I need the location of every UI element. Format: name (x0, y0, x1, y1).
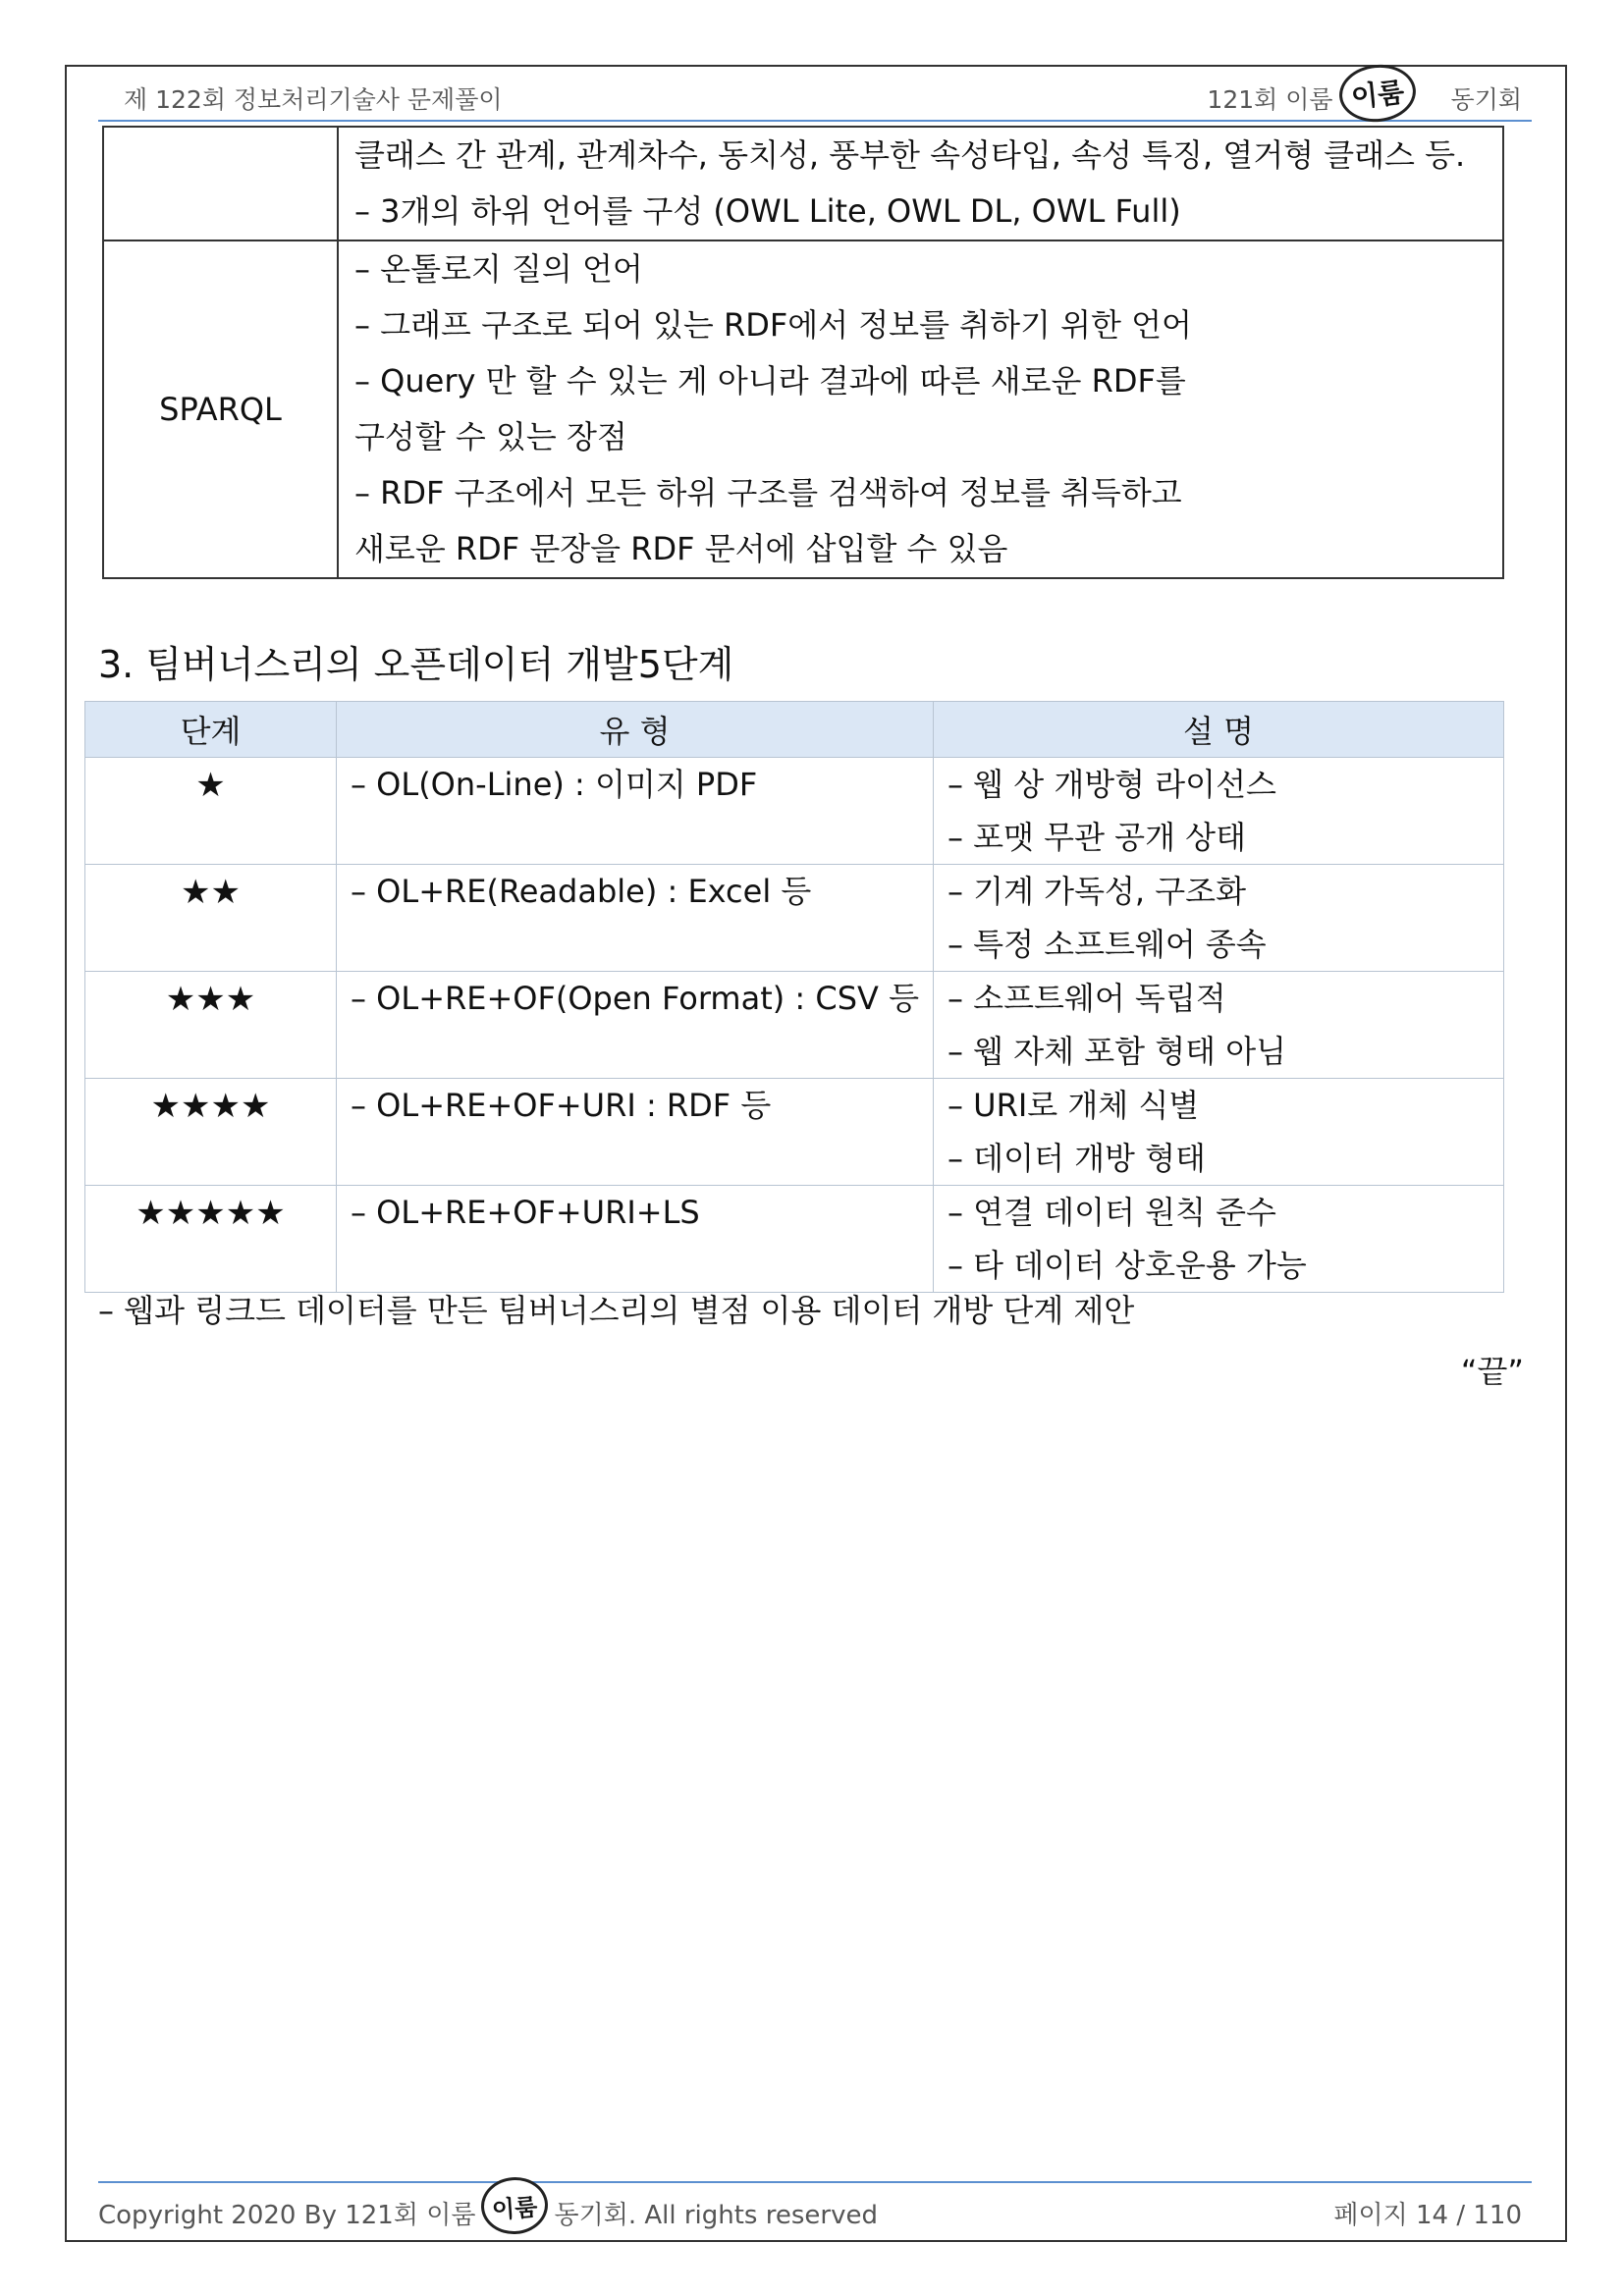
desc-line: – 연결 데이터 원칙 준수 (947, 1194, 1276, 1231)
type-cell (337, 1186, 934, 1293)
desc-line: – URI로 개체 식별 (947, 1087, 1200, 1124)
seal-logo: 이룸 (1336, 61, 1419, 126)
table-row (103, 127, 1503, 240)
table-row (85, 972, 1504, 1079)
page-header (98, 77, 1532, 122)
copyright-prefix: Copyright 2020 By 121회 이룸 (98, 2201, 476, 2230)
desc-line: 클래스 간 관계, 관계차수, 동치성, 풍부한 속성타입, 속성 특징, 열거형 클래스 등. (354, 136, 1466, 174)
rdf-language-table (102, 126, 1504, 579)
desc-line: – RDF 구조에서 모든 하위 구조를 검색하여 정보를 취득하고 (354, 474, 1182, 511)
column-header: 유 형 (337, 702, 934, 758)
desc-line: – 포맷 무관 공개 상태 (947, 819, 1246, 856)
seal-logo: 이룸 (479, 2175, 550, 2237)
open-data-stage-table (84, 701, 1504, 1293)
desc-line: – 그래프 구조로 되어 있는 RDF에서 정보를 취하기 위한 언어 (354, 306, 1192, 344)
type-text: – OL+RE+OF+URI+LS (351, 1194, 700, 1231)
type-text: – OL+RE(Readable) : Excel 등 (351, 873, 812, 910)
stage-stars: ★★★ (85, 972, 337, 1079)
stage-stars: ★★ (85, 865, 337, 972)
footnote-text: – 웹과 링크드 데이터를 만든 팀버너스리의 별점 이용 데이터 개방 단계 제안 (98, 1292, 1135, 1329)
desc-line: – 타 데이터 상호운용 가능 (947, 1247, 1307, 1284)
table-row (85, 1079, 1504, 1186)
desc-line: 구성할 수 있는 장점 (354, 418, 627, 455)
table-header-row (85, 702, 1504, 758)
table-row (85, 758, 1504, 865)
type-cell (337, 865, 934, 972)
page-number: 페이지 14 / 110 (1333, 2201, 1522, 2230)
column-header: 설 명 (934, 702, 1504, 758)
table-cell-desc (338, 240, 1503, 578)
desc-line: – Query 만 할 수 있는 게 아니라 결과에 따른 새로운 RDF를 (354, 362, 1186, 400)
desc-line: – 소프트웨어 독립적 (947, 980, 1226, 1017)
desc-line: – 데이터 개방 형태 (947, 1140, 1206, 1177)
table-cell-key (103, 127, 338, 240)
copyright-suffix: 동기회. All rights reserved (554, 2201, 878, 2230)
desc-line: – 기계 가독성, 구조화 (947, 873, 1246, 910)
stage-stars: ★★★★ (85, 1079, 337, 1186)
stage-stars: ★ (85, 758, 337, 865)
desc-line: – 웹 상 개방형 라이선스 (947, 766, 1276, 803)
header-group-suffix: 동기회 (1450, 85, 1522, 114)
desc-cell (934, 865, 1504, 972)
table-row (85, 865, 1504, 972)
table-cell-desc (338, 127, 1503, 240)
column-header: 단계 (85, 702, 337, 758)
desc-cell (934, 1186, 1504, 1293)
desc-line: – 특정 소프트웨어 종속 (947, 926, 1267, 963)
desc-line: – 온톨로지 질의 언어 (354, 250, 643, 288)
desc-line: – 3개의 하위 언어를 구성 (OWL Lite, OWL DL, OWL Full) (354, 192, 1181, 230)
table-cell-key: SPARQL (103, 240, 338, 578)
desc-line: 새로운 RDF 문장을 RDF 문서에 삽입할 수 있음 (354, 530, 1008, 567)
end-mark: “끝” (1460, 1353, 1524, 1390)
stage-stars: ★★★★★ (85, 1186, 337, 1293)
page-footer (98, 2181, 1532, 2230)
table-row (85, 1186, 1504, 1293)
type-cell (337, 758, 934, 865)
section-heading: 3. 팀버너스리의 오픈데이터 개발5단계 (98, 643, 734, 686)
desc-cell (934, 1079, 1504, 1186)
type-text: – OL(On-Line) : 이미지 PDF (351, 766, 758, 803)
type-cell (337, 972, 934, 1079)
type-text: – OL+RE+OF(Open Format) : CSV 등 (351, 980, 919, 1017)
header-group-name: 121회 이룸 (1207, 85, 1333, 114)
type-cell (337, 1079, 934, 1186)
type-text: – OL+RE+OF+URI : RDF 등 (351, 1087, 772, 1124)
header-title: 제 122회 정보처리기술사 문제풀이 (124, 85, 503, 114)
desc-line: – 웹 자체 포함 형태 아님 (947, 1033, 1287, 1070)
table-row (103, 240, 1503, 578)
desc-cell (934, 758, 1504, 865)
desc-cell (934, 972, 1504, 1079)
